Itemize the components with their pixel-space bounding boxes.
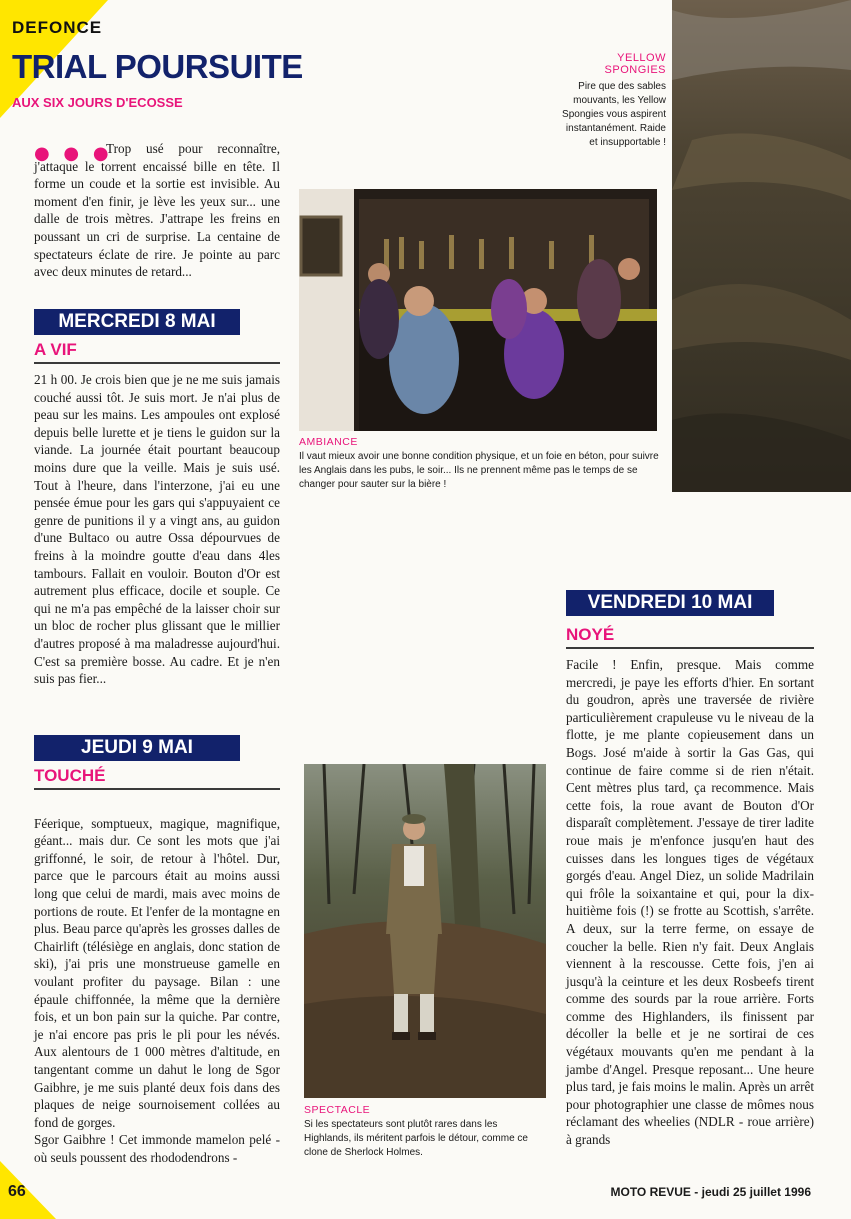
bullet-dots: ● ● ● [34,143,113,164]
section-rule [566,647,814,649]
article-title: TRIAL POURSUITE [12,48,303,85]
caption-text: Il vaut mieux avoir une bonne condition physique, et un foie en béton, pour suivre les Anglais dans les pubs, le soir... Ils ne prennent même pas le temps de se changer pour sauter sur la bière ! [299,451,659,490]
subhead-a-vif: A VIF [34,340,77,359]
page-number: 66 [8,1183,26,1200]
caption-ambiance [299,436,659,492]
mercredi-paragraph: 21 h 00. Je crois bien que je ne me suis jamais couché aussi tôt. Je suis mort. Je n'ai plus de peau sur les mains. Les ampoules ont explosé depuis belle lurette et je tiens le guidon sur la viande. La journée était pourtant beaucoup moins dure que la veille. Mais je suis usé. Tout à l'heure, dans l'interzone, j'ai eu une pensée émue pour les gars qui s'appuyaient ce genre de punitions il y a vingt ans, au guidon d'une Bultaco ou autre Ossa dépourvues de freins à la moindre goutte d'eau dans 4les tambours. Fallait en vouloir. Bouton d'Or est autrement plus efficace, docile et souple. Ce qui ne m'a pas empêché de la laisser choir sur un bloc de rocher plus glissant que le millier d'autres proposé à ma maladresse aujourd'hui. C'est sa première bosse. Au cadre. Et je n'en suis pas fier... [34,372,280,687]
magazine-footer: MOTO REVUE - jeudi 25 juillet 1996 [610,1185,811,1199]
section-rule [34,362,280,364]
photo-yellow-spongies [672,0,851,492]
section-kicker: DEFONCE [12,18,103,37]
vendredi-paragraph: Facile ! Enfin, presque. Mais comme mercredi, je paye les efforts d'hier. En sortant du goudron, après une traversée de rivière particulièrement crapuleuse vu le niveau de la flotte, je me plante copieusement dans un Bogs. José m'aide à sortir la Gas Gas, qui continue de faire comme si de rien n'était. Cent mètres plus tard, ça recommence. Mais cette fois, la roue avant de Bouton d'Or disparaît complètement. J'essaye de tirer ladite roue mais je m'enfonce jusqu'en haut des cuisses dans les longues tiges de végétaux gorgés d'eau. Angel Diez, un solide Madrilain qui frôle la soixantaine et qui, pour la dix-huitième fois (!) se frotte au Scottish, s'arrête. A deux, sur la terre ferme, on essaye de coucher la belle. Rien n'y fait. Deux Anglais viennent à la rescousse. Cette fois, j'en ai jusqu'à la ceinture et les deux Rosbeefs tirent comme des sourds par la roue arrière. Forts comme des Highlanders, ils finissent par décoller la belle et je ne sortirai de ces végétaux mouvants qu'en me pendant à la jambe d'Angel. Presque reposant... Une heure plus tard, je fais moins le malin. Après un arrêt pour photographier une classe de mômes nous réclamant des wheelies (NDLR - roue arrière) à grands [566,657,814,1148]
mercredi-text [34,371,280,688]
photo-pub-ambiance [299,189,657,431]
caption-title: YELLOW SPONGIES [604,52,666,76]
caption-text: Pire que des sables mouvants, les Yellow Spongies vous aspirent instantanément. Raide et insupportable ! [562,81,666,148]
jeudi-text [34,797,280,1184]
caption-title: AMBIANCE [299,436,358,448]
caption-yellow-spongies [562,52,666,150]
vendredi-text [566,656,814,1149]
section-rule [34,788,280,790]
subhead-touche: TOUCHÉ [34,766,106,785]
day-band-jeudi: JEUDI 9 MAI [34,735,240,761]
caption-title: SPECTACLE [304,1104,371,1116]
jeudi-paragraph: Féerique, somptueux, magique, magnifique, géant... mais dur. Ce sont les mots que j'ai griffonné, le soir, de retour à l'hôtel. Dur, parce que le parcours était au moins aussi long que celui de mardi, mais avec moins de portions de route. Et l'enfer de la montagne en plus. Beau parce qu'après les grosses dalles de Chairlift (télésiège en anglais, donc station de ski), j'ai pris une monstrueuse gamelle en voulant profiter du paysage. Bilan : une épaule chiffonnée, la même que la dernière fois, et un bon pain sur la quiche. Par contre, je n'ai encore pas pris le pli pour les névés. Aux alentours de 1 000 mètres d'altitude, en tangentant comme un dahut le long de Sgor Gaibhre, je me suis planté deux fois dans des plaques de neige sournoisement collées au fond de gorges. Sgor Gaibhre ! Cet immonde mamelon pelé - où seuls poussent des rhododendrons - [34,815,280,1165]
article-subtitle: AUX SIX JOURS D'ECOSSE [12,95,183,110]
day-band-vendredi: VENDREDI 10 MAI [566,590,774,616]
caption-spectacle [304,1104,544,1160]
subhead-noye: NOYÉ [566,625,615,644]
day-band-mercredi: MERCREDI 8 MAI [34,309,240,335]
photo-spectacle [304,764,546,1098]
intro-paragraph: Trop usé pour reconnaître, j'attaque le torrent encaissé bille en tête. Il forme un coude et la sortie est invisible. Au moment d'en finir, je lève les yeux sur... une dalle de trois mètres. J'attrape les freins en poussant un cri de surprise. La centaine de spectateurs éclate de rire. Je pointe au parc avec deux minutes de retard... [34,141,280,280]
caption-text: Si les spectateurs sont plutôt rares dans les Highlands, ils méritent parfois le détour, comme ce clone de Sherlock Holmes. [304,1119,528,1158]
intro-text [34,140,280,281]
